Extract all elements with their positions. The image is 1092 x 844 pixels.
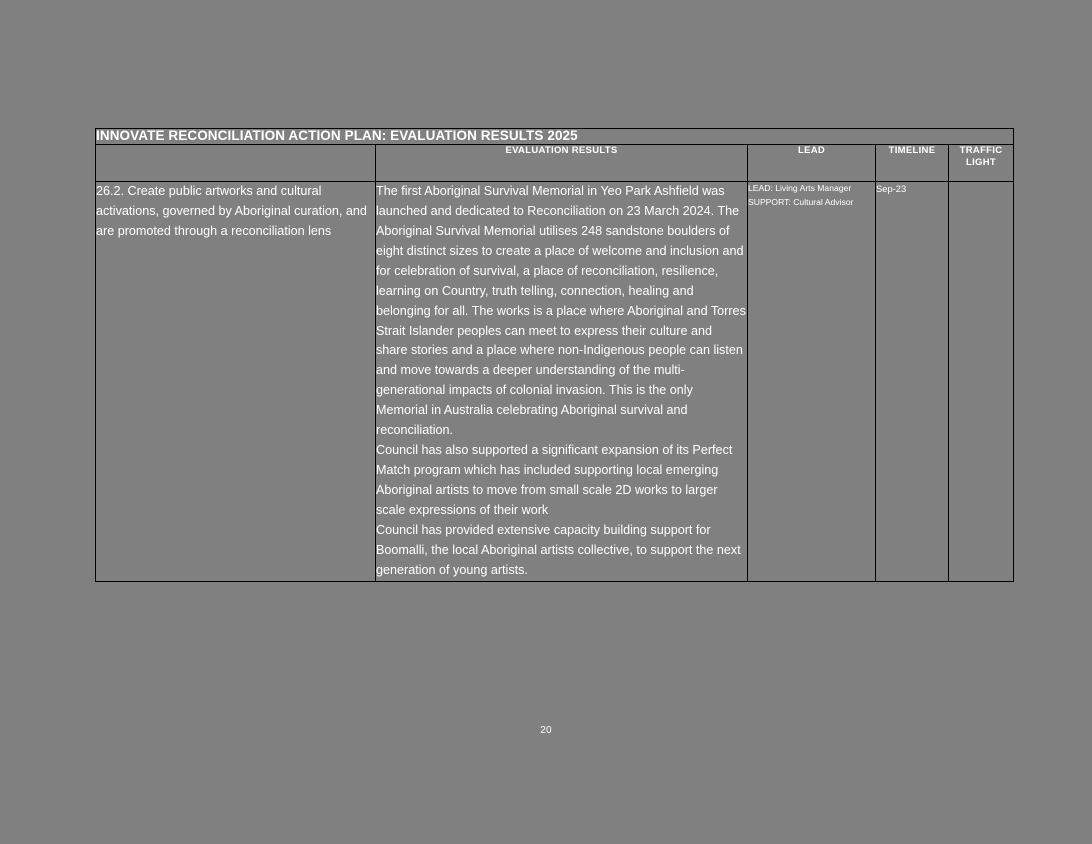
- column-header-lead: LEAD: [748, 144, 876, 181]
- table-title-row: [96, 129, 1014, 145]
- document-title: INNOVATE RECONCILIATION ACTION PLAN: EVALUATION RESULTS 2025: [96, 129, 1014, 145]
- column-header-traffic-light: TRAFFIC LIGHT: [949, 144, 1014, 181]
- table-row: [96, 181, 1014, 581]
- evaluation-paragraph: Council has also supported a significant expansion of its Perfect Match program which has included supporting local emerging Aboriginal artists to move from small scale 2D works to larger scale expressions of their work: [376, 443, 733, 518]
- evaluation-paragraph: The first Aboriginal Survival Memorial in Yeo Park Ashfield was launched and dedicated to Reconciliation on 23 March 2024. The Aboriginal Survival Memorial utilises 248 sandstone boulders of eight distinct sizes to create a place of welcome and inclusion and for celebration of survival, a place of reconciliation, resilience, learning on Country, truth telling, connection, healing and belonging for all. The works is a place where Aboriginal and Torres Strait Islander peoples can meet to express their culture and share stories and a place where non-Indigenous people can listen and move towards a deeper understanding of the multi-generational impacts of colonial invasion. This is the only Memorial in Australia celebrating Aboriginal survival and reconciliation.: [376, 183, 746, 438]
- action-item-text: 26.2. Create public artworks and cultural activations, governed by Aboriginal curation, and are promoted through a reconciliation lens: [96, 181, 376, 581]
- column-header-timeline: TIMELINE: [876, 144, 949, 181]
- traffic-light-indicator: [949, 181, 1014, 581]
- column-header-action: [96, 144, 376, 181]
- timeline-text: Sep-23: [876, 181, 949, 581]
- evaluation-results-table: [95, 128, 1014, 582]
- column-header-evaluation-results: EVALUATION RESULTS: [376, 144, 748, 181]
- page-number: 20: [540, 725, 552, 736]
- evaluation-results-text: [376, 181, 748, 581]
- table-header-row: [96, 144, 1014, 181]
- evaluation-paragraph: Council has provided extensive capacity building support for Boomalli, the local Aboriginal artists collective, to support the next generation of young artists.: [376, 523, 741, 577]
- lead-text: LEAD: Living Arts Manager SUPPORT: Cultural Advisor: [748, 181, 876, 581]
